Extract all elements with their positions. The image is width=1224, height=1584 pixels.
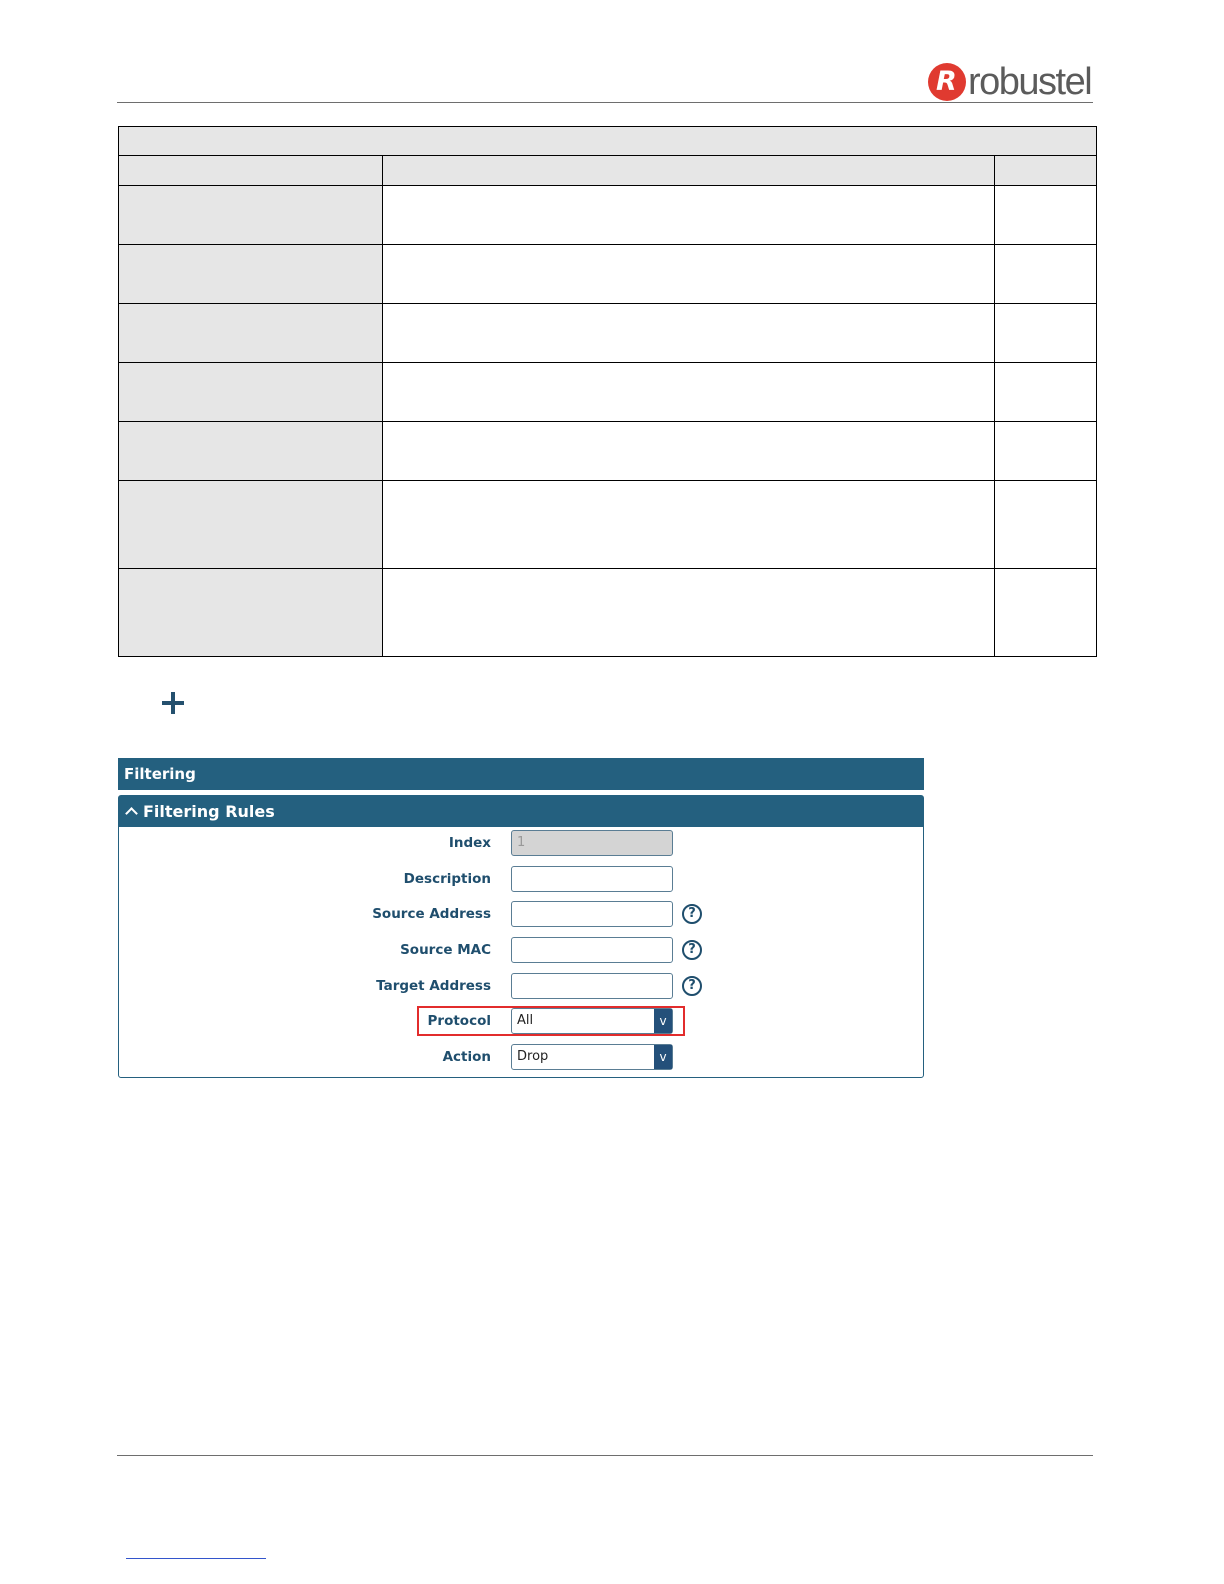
- source-mac-field[interactable]: [511, 937, 673, 963]
- header-divider: [117, 102, 1093, 103]
- action-row: [119, 1044, 923, 1070]
- action-select[interactable]: [511, 1044, 673, 1070]
- table-cell-item: [119, 245, 383, 304]
- question-circle-icon[interactable]: ?: [682, 976, 702, 996]
- logo-mark-icon: [928, 63, 966, 101]
- table-cell-description: [383, 186, 995, 245]
- question-circle-icon[interactable]: ?: [682, 940, 702, 960]
- table-cell-default: [995, 304, 1097, 363]
- protocol-label: Protocol: [427, 1013, 491, 1029]
- table-cell-default: [995, 363, 1097, 422]
- chevron-down-icon[interactable]: v: [654, 1009, 672, 1033]
- table-row: [119, 569, 1097, 657]
- protocol-selected-value: All: [517, 1013, 534, 1028]
- protocol-select[interactable]: [511, 1008, 673, 1034]
- logo-mark-letter: R: [936, 66, 957, 97]
- filtering-rules-title: Filtering Rules: [143, 802, 275, 821]
- source-mac-label: Source MAC: [400, 942, 491, 958]
- description-label: Description: [403, 871, 491, 887]
- table-header-row: [119, 156, 1097, 186]
- table-cell-item: [119, 481, 383, 569]
- source-address-label: Source Address: [372, 906, 491, 922]
- footer-link-underline: [126, 1558, 266, 1559]
- source-address-field[interactable]: [511, 901, 673, 927]
- index-label: Index: [448, 835, 491, 851]
- table-cell-item: [119, 422, 383, 481]
- logo-text: robustel: [968, 61, 1092, 103]
- robustel-logo: [928, 62, 1091, 102]
- table-cell-item: [119, 363, 383, 422]
- table-header-default: [995, 156, 1097, 186]
- index-field: 1: [511, 830, 673, 856]
- table-row: [119, 186, 1097, 245]
- table-title-row: [119, 127, 1097, 156]
- footer-divider: [117, 1455, 1093, 1456]
- table-row: [119, 363, 1097, 422]
- index-row: [119, 830, 923, 856]
- table-row: [119, 422, 1097, 481]
- table-cell-item: [119, 304, 383, 363]
- target-address-row: [119, 973, 923, 999]
- table-cell-description: [383, 304, 995, 363]
- table-header-item: [119, 156, 383, 186]
- parameter-table: [118, 126, 1097, 657]
- chevron-down-icon[interactable]: v: [654, 1045, 672, 1069]
- target-address-label: Target Address: [376, 978, 491, 994]
- source-mac-row: [119, 937, 923, 963]
- action-label: Action: [442, 1049, 491, 1065]
- plus-icon[interactable]: [160, 690, 186, 716]
- table-cell-default: [995, 422, 1097, 481]
- source-address-row: [119, 901, 923, 927]
- table-cell-description: [383, 569, 995, 657]
- table-cell-description: [383, 481, 995, 569]
- table-row: [119, 304, 1097, 363]
- table-cell-item: [119, 569, 383, 657]
- table-cell-default: [995, 569, 1097, 657]
- table-cell-description: [383, 422, 995, 481]
- description-row: [119, 866, 923, 892]
- filtering-rules-panel: [118, 795, 924, 1078]
- table-cell-default: [995, 481, 1097, 569]
- table-cell-description: [383, 363, 995, 422]
- protocol-row: [119, 1008, 923, 1034]
- table-header-description: [383, 156, 995, 186]
- table-row: [119, 481, 1097, 569]
- table-cell-default: [995, 245, 1097, 304]
- description-field[interactable]: [511, 866, 673, 892]
- chevron-up-icon[interactable]: [125, 807, 138, 820]
- action-selected-value: Drop: [517, 1049, 549, 1064]
- table-row: [119, 245, 1097, 304]
- table-cell-item: [119, 186, 383, 245]
- table-cell-description: [383, 245, 995, 304]
- table-cell-default: [995, 186, 1097, 245]
- filtering-rules-header[interactable]: [119, 796, 923, 827]
- table-title-cell: [119, 127, 1097, 156]
- question-circle-icon[interactable]: ?: [682, 904, 702, 924]
- target-address-field[interactable]: [511, 973, 673, 999]
- filtering-panel-title: Filtering: [118, 758, 924, 790]
